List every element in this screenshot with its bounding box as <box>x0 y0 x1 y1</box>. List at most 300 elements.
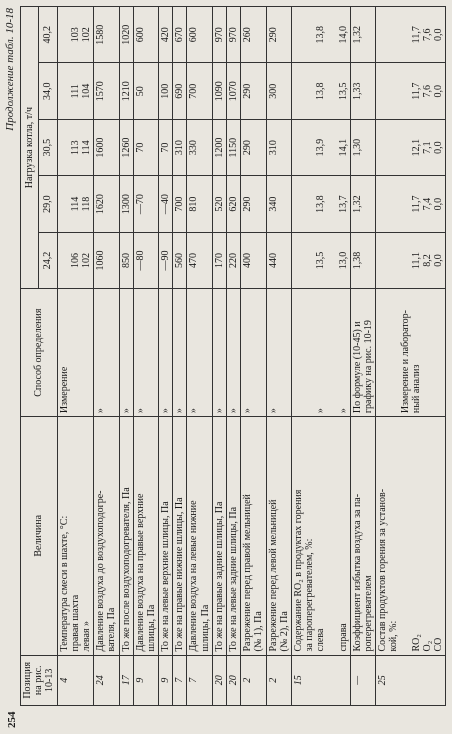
quantity-cell-line: Состав продуктов горения за установ- <box>377 488 389 652</box>
value-cell <box>57 232 94 288</box>
quantity-cell <box>119 417 133 655</box>
method-cell <box>241 289 266 417</box>
value-cell <box>57 63 94 119</box>
quantity-cell-line: правая шахта <box>69 594 81 652</box>
value-cell-line: 1580 <box>95 24 107 45</box>
value-cell-line: 11,7 <box>410 26 422 44</box>
value-cell-line <box>304 10 315 59</box>
header-load: 34,0 <box>39 63 57 119</box>
quantity-cell <box>227 417 241 655</box>
value-cell-line <box>400 179 411 228</box>
header-load-group: Нагрузка котла, т/ч <box>21 7 39 289</box>
value-cell <box>119 232 133 288</box>
position-cell-line: 2 <box>242 677 254 683</box>
value-cell-line <box>279 10 290 59</box>
table-row <box>266 7 291 706</box>
quantity-cell <box>376 417 446 655</box>
value-cell-line: 560 <box>174 253 186 268</box>
value-cell <box>291 63 350 119</box>
value-cell-line: 103 <box>69 27 81 43</box>
method-cell <box>376 289 446 417</box>
value-cell-line: —70 <box>134 194 146 215</box>
value-cell <box>133 63 158 119</box>
value-cell-line <box>59 10 70 59</box>
position-cell-line <box>338 659 349 702</box>
value-cell <box>159 7 173 63</box>
value-cell-line: 290 <box>242 83 254 99</box>
value-cell <box>266 232 291 288</box>
value-cell-line: 1,32 <box>351 195 363 213</box>
value-cell <box>57 176 94 232</box>
quantity-cell-line: Разрежение перед правой мельницей <box>242 494 254 652</box>
value-cell-line: —80 <box>134 250 146 271</box>
quantity-cell <box>187 417 212 655</box>
quantity-cell-line: CO <box>433 637 445 652</box>
method-cell-line <box>293 292 304 413</box>
value-cell-line: 1210 <box>120 81 132 102</box>
value-cell-line: 340 <box>267 196 279 212</box>
value-cell <box>350 232 375 288</box>
method-cell <box>227 289 241 417</box>
value-cell-line: 70 <box>160 142 172 153</box>
value-cell <box>159 63 173 119</box>
quantity-cell-line: слева <box>315 628 327 652</box>
method-cell-line <box>304 292 315 413</box>
value-cell <box>241 176 266 232</box>
value-cell-line <box>388 123 399 172</box>
value-cell-line: 111 <box>69 84 81 99</box>
table-row <box>133 7 158 706</box>
value-cell-line: 670 <box>174 27 186 43</box>
value-cell-line <box>327 123 338 172</box>
value-cell-line: 118 <box>80 196 92 212</box>
position-cell-line: 25 <box>377 675 389 686</box>
value-cell-line: 330 <box>188 140 200 156</box>
value-cell <box>119 7 133 63</box>
position-cell-line <box>304 659 315 702</box>
table-row <box>187 7 212 706</box>
value-cell-line: 13,5 <box>315 251 327 270</box>
value-cell <box>94 7 119 63</box>
position-cell <box>350 655 375 705</box>
value-cell-line <box>200 66 211 115</box>
position-cell-line: 20 <box>213 675 225 686</box>
position-cell-line: 7 <box>188 677 200 683</box>
value-cell-line <box>253 179 264 228</box>
value-cell <box>119 63 133 119</box>
quantity-cell-line: То же на правые задние шлицы, Па <box>213 501 225 652</box>
value-cell-line: 1070 <box>228 81 239 102</box>
header-position: Позиция на рис. 10-13 <box>21 655 58 705</box>
quantity-cell-line: Давление воздуха на правые верхние <box>134 493 146 652</box>
value-cell-line <box>363 179 374 228</box>
value-cell-line: 13,7 <box>337 195 349 213</box>
method-cell-line <box>70 292 81 413</box>
value-cell <box>187 232 212 288</box>
quantity-cell-line: Температура смеси в шахте, °С: <box>58 515 70 652</box>
value-cell <box>291 176 350 232</box>
quantity-cell <box>266 417 291 655</box>
position-cell-line: — <box>351 675 363 685</box>
value-cell-line: 970 <box>228 27 239 43</box>
method-cell-line: » <box>120 408 132 414</box>
position-cell-line: 7 <box>174 677 186 683</box>
value-cell-line: 300 <box>267 83 279 99</box>
method-cell-line: По формуле (10-45) и <box>351 321 363 414</box>
value-cell-line <box>293 123 304 172</box>
value-cell-line <box>377 10 388 59</box>
position-cell-line <box>388 659 399 702</box>
value-cell-line: 13,8 <box>315 195 327 213</box>
header-method: Способ определения <box>21 289 58 417</box>
value-cell <box>291 7 350 63</box>
value-cell <box>133 7 158 63</box>
value-cell <box>350 7 375 63</box>
table-row <box>119 7 133 706</box>
value-cell-line <box>106 236 117 285</box>
value-cell-line <box>327 179 338 228</box>
value-cell-line: 104 <box>80 83 92 99</box>
value-cell-line <box>363 236 374 285</box>
quantity-cell-line: (№ 1), Па <box>253 611 265 652</box>
value-cell-line <box>279 66 290 115</box>
position-cell-line <box>70 659 81 702</box>
table-row <box>291 7 350 706</box>
position-cell-line: 17 <box>120 675 132 686</box>
value-cell-line: 1,33 <box>351 82 363 100</box>
value-cell-line: 0,0 <box>433 254 445 267</box>
value-cell-line: 260 <box>242 27 254 43</box>
method-cell <box>57 289 94 417</box>
position-cell <box>133 655 158 705</box>
value-cell <box>266 176 291 232</box>
data-table <box>20 6 446 706</box>
value-cell <box>376 176 446 232</box>
header-load: 24,2 <box>39 232 57 288</box>
value-cell <box>212 7 226 63</box>
value-cell-line <box>377 123 388 172</box>
value-cell-line: 1,38 <box>351 251 363 270</box>
value-cell-line: 113 <box>69 140 81 155</box>
value-cell <box>266 119 291 175</box>
method-cell-line: » <box>134 408 146 414</box>
position-cell-line: 2 <box>267 677 279 683</box>
value-cell <box>266 63 291 119</box>
value-cell-line: 1600 <box>95 137 107 158</box>
value-cell-line <box>304 236 315 285</box>
value-cell <box>159 176 173 232</box>
value-cell-line: 7,6 <box>422 84 433 98</box>
quantity-cell <box>291 417 350 655</box>
quantity-cell-line: То же на левые задние шлицы, Па <box>228 506 239 652</box>
quantity-cell-line: кой, %: <box>388 620 400 652</box>
value-cell-line: 520 <box>213 196 225 212</box>
value-cell-line <box>400 236 411 285</box>
quantity-cell-line: Давление воздуха на левые нижние <box>188 500 200 652</box>
value-cell <box>266 7 291 63</box>
value-cell-line: 220 <box>228 253 239 268</box>
value-cell <box>212 232 226 288</box>
value-cell-line <box>363 123 374 172</box>
quantity-cell-line: Разрежение перед левой мельницей <box>267 499 279 652</box>
value-cell <box>350 63 375 119</box>
value-cell-line: 810 <box>188 196 200 212</box>
value-cell-line <box>400 123 411 172</box>
quantity-cell-line: То же на левые верхние шлицы, Па <box>160 501 172 652</box>
value-cell-line <box>377 66 388 115</box>
quantity-cell-line: Давление воздуха до воздухоподогре- <box>95 490 107 652</box>
position-cell-line: 4 <box>58 677 70 683</box>
method-cell <box>119 289 133 417</box>
method-cell <box>266 289 291 417</box>
value-cell-line <box>377 236 388 285</box>
position-cell-line: 9 <box>134 677 146 683</box>
method-cell-line: ный анализ <box>410 364 422 414</box>
value-cell <box>187 119 212 175</box>
value-cell <box>212 119 226 175</box>
value-cell-line <box>304 66 315 115</box>
quantity-cell <box>94 417 119 655</box>
value-cell-line <box>59 66 70 115</box>
value-cell-line: 420 <box>160 27 172 43</box>
value-cell <box>241 63 266 119</box>
table-row <box>227 7 241 706</box>
method-cell-line: Измерение <box>58 366 70 414</box>
method-cell <box>133 289 158 417</box>
value-cell-line: 600 <box>188 27 200 43</box>
value-cell-line <box>253 236 264 285</box>
value-cell-line: 0,0 <box>433 28 445 41</box>
value-cell-line: 850 <box>120 253 132 268</box>
value-cell-line <box>106 10 117 59</box>
method-cell-line: » <box>315 408 327 414</box>
value-cell-line <box>293 10 304 59</box>
quantity-cell <box>173 417 187 655</box>
method-cell <box>291 289 350 417</box>
value-cell-line: 114 <box>69 196 81 212</box>
value-cell-line <box>106 66 117 115</box>
quantity-cell-line: за пароперегревателем, %: <box>304 538 316 652</box>
value-cell-line: 14,0 <box>337 25 349 44</box>
value-cell-line: 400 <box>242 253 254 268</box>
position-cell-line <box>363 659 374 702</box>
value-cell-line <box>200 179 211 228</box>
value-cell <box>212 63 226 119</box>
value-cell <box>227 7 241 63</box>
value-cell-line <box>400 66 411 115</box>
table-row <box>57 7 94 706</box>
value-cell-line: 70 <box>134 142 146 153</box>
value-cell <box>94 232 119 288</box>
value-cell-line: 620 <box>228 196 239 212</box>
quantity-cell-line: шлицы, Па <box>199 604 211 652</box>
position-cell-line <box>327 659 338 702</box>
value-cell <box>241 7 266 63</box>
position-cell-line <box>146 659 157 702</box>
value-cell <box>350 119 375 175</box>
value-cell-line: 1,30 <box>351 138 363 157</box>
value-cell-line <box>363 66 374 115</box>
value-cell-line: 700 <box>174 196 186 212</box>
position-cell-line: 20 <box>228 675 239 686</box>
value-cell-line: 1150 <box>228 137 239 158</box>
table-row <box>159 7 173 706</box>
value-cell-line <box>327 66 338 115</box>
value-cell-line: 102 <box>80 27 92 43</box>
value-cell-line <box>327 236 338 285</box>
method-cell-line <box>422 292 433 413</box>
value-cell-line: 13,8 <box>315 25 327 44</box>
value-cell-line: 1,32 <box>351 25 363 44</box>
value-cell-line <box>146 10 157 59</box>
value-cell-line: 7,4 <box>422 197 433 211</box>
value-cell-line <box>253 10 264 59</box>
continuation-title: Продолжение табл. 10-18 <box>4 8 16 131</box>
method-cell-line <box>253 292 264 413</box>
method-cell-line: » <box>228 408 239 414</box>
position-cell-line <box>200 659 211 702</box>
value-cell-line: 1260 <box>120 137 132 158</box>
value-cell-line: 440 <box>267 253 279 268</box>
value-cell-line: 1020 <box>120 24 132 45</box>
value-cell <box>159 232 173 288</box>
quantity-cell-line: (№ 2), Па <box>278 611 290 652</box>
value-cell-line <box>200 123 211 172</box>
value-cell-line <box>304 123 315 172</box>
method-cell-line: » <box>337 408 349 414</box>
position-cell-line <box>433 659 444 702</box>
value-cell-line: 470 <box>188 253 200 268</box>
position-cell-line <box>279 659 290 702</box>
value-cell-line <box>363 10 374 59</box>
value-cell <box>173 119 187 175</box>
position-cell <box>119 655 133 705</box>
value-cell-line <box>59 236 70 285</box>
table-row <box>350 7 375 706</box>
value-cell-line: 170 <box>213 253 225 268</box>
quantity-cell-line <box>327 420 338 651</box>
method-cell-line <box>388 292 399 413</box>
method-cell <box>173 289 187 417</box>
value-cell-line: 11,7 <box>410 82 422 100</box>
value-cell-line <box>200 236 211 285</box>
quantity-cell <box>350 417 375 655</box>
page-number: 254 <box>6 711 18 728</box>
value-cell-line <box>377 179 388 228</box>
value-cell-line <box>146 123 157 172</box>
method-cell <box>159 289 173 417</box>
value-cell-line: 13,0 <box>337 251 349 270</box>
value-cell-line: 13,9 <box>315 138 327 157</box>
position-cell <box>376 655 446 705</box>
value-cell-line: 690 <box>174 83 186 99</box>
value-cell-line: 0,0 <box>433 197 445 211</box>
value-cell <box>212 176 226 232</box>
value-cell <box>227 63 241 119</box>
table-row <box>376 7 446 706</box>
value-cell <box>187 176 212 232</box>
value-cell <box>187 7 212 63</box>
quantity-cell <box>57 417 94 655</box>
value-cell-line <box>327 10 338 59</box>
quantity-cell <box>159 417 173 655</box>
value-cell-line: —90 <box>160 250 172 271</box>
value-cell-line: 100 <box>160 83 172 99</box>
value-cell-line: 600 <box>134 27 146 43</box>
table-row <box>212 7 226 706</box>
value-cell-line <box>253 66 264 115</box>
position-cell <box>187 655 212 705</box>
value-cell-line <box>388 10 399 59</box>
table-row <box>241 7 266 706</box>
quantity-cell-line: левая » <box>80 620 92 652</box>
header-quantity: Величина <box>21 417 58 655</box>
header-load: 30,5 <box>39 119 57 175</box>
value-cell-line: 290 <box>242 196 254 212</box>
value-cell-line: 7,6 <box>422 28 433 41</box>
method-cell-line: Измерение и лаборатор- <box>399 310 411 414</box>
value-cell <box>350 176 375 232</box>
method-cell-line: » <box>213 408 225 414</box>
position-cell-line <box>81 659 92 702</box>
value-cell-line: 0,0 <box>433 141 445 154</box>
value-cell <box>94 119 119 175</box>
value-cell-line: 8,2 <box>422 254 433 267</box>
method-cell-line: » <box>174 408 186 414</box>
position-cell-line: 24 <box>95 675 107 686</box>
value-cell-line: 1620 <box>95 194 107 215</box>
quantity-cell-line: O₂ <box>422 640 433 652</box>
value-cell <box>173 63 187 119</box>
value-cell-line <box>304 179 315 228</box>
header-load: 29,0 <box>39 176 57 232</box>
position-cell <box>241 655 266 705</box>
value-cell <box>57 7 94 63</box>
position-cell-line: 9 <box>160 677 172 683</box>
value-cell-line: 970 <box>213 27 225 43</box>
value-cell-line: 290 <box>242 140 254 156</box>
value-cell-line: 50 <box>134 86 146 97</box>
quantity-cell-line: То же после воздухоподогревателя, Па <box>120 487 132 652</box>
position-cell <box>266 655 291 705</box>
position-cell <box>57 655 94 705</box>
value-cell <box>291 119 350 175</box>
value-cell-line: 290 <box>267 27 279 43</box>
table-row <box>94 7 119 706</box>
method-cell-line: » <box>242 408 254 414</box>
position-cell-line <box>106 659 117 702</box>
position-cell <box>212 655 226 705</box>
position-cell-line <box>315 659 326 702</box>
value-cell <box>291 232 350 288</box>
value-cell-line: 11,1 <box>410 251 422 270</box>
value-cell-line <box>200 10 211 59</box>
value-cell <box>133 176 158 232</box>
quantity-cell-line: Содержание RO₂ в продуктах горения <box>292 489 304 652</box>
method-cell-line <box>146 292 157 413</box>
value-cell-line <box>59 179 70 228</box>
value-cell-line: 114 <box>80 140 92 155</box>
position-cell-line: 15 <box>292 675 304 686</box>
value-cell-line: 700 <box>188 83 200 99</box>
method-cell <box>212 289 226 417</box>
quantity-cell <box>133 417 158 655</box>
position-cell <box>94 655 119 705</box>
value-cell-line <box>293 236 304 285</box>
value-cell <box>376 7 446 63</box>
value-cell-line: —40 <box>160 194 172 215</box>
value-cell <box>159 119 173 175</box>
